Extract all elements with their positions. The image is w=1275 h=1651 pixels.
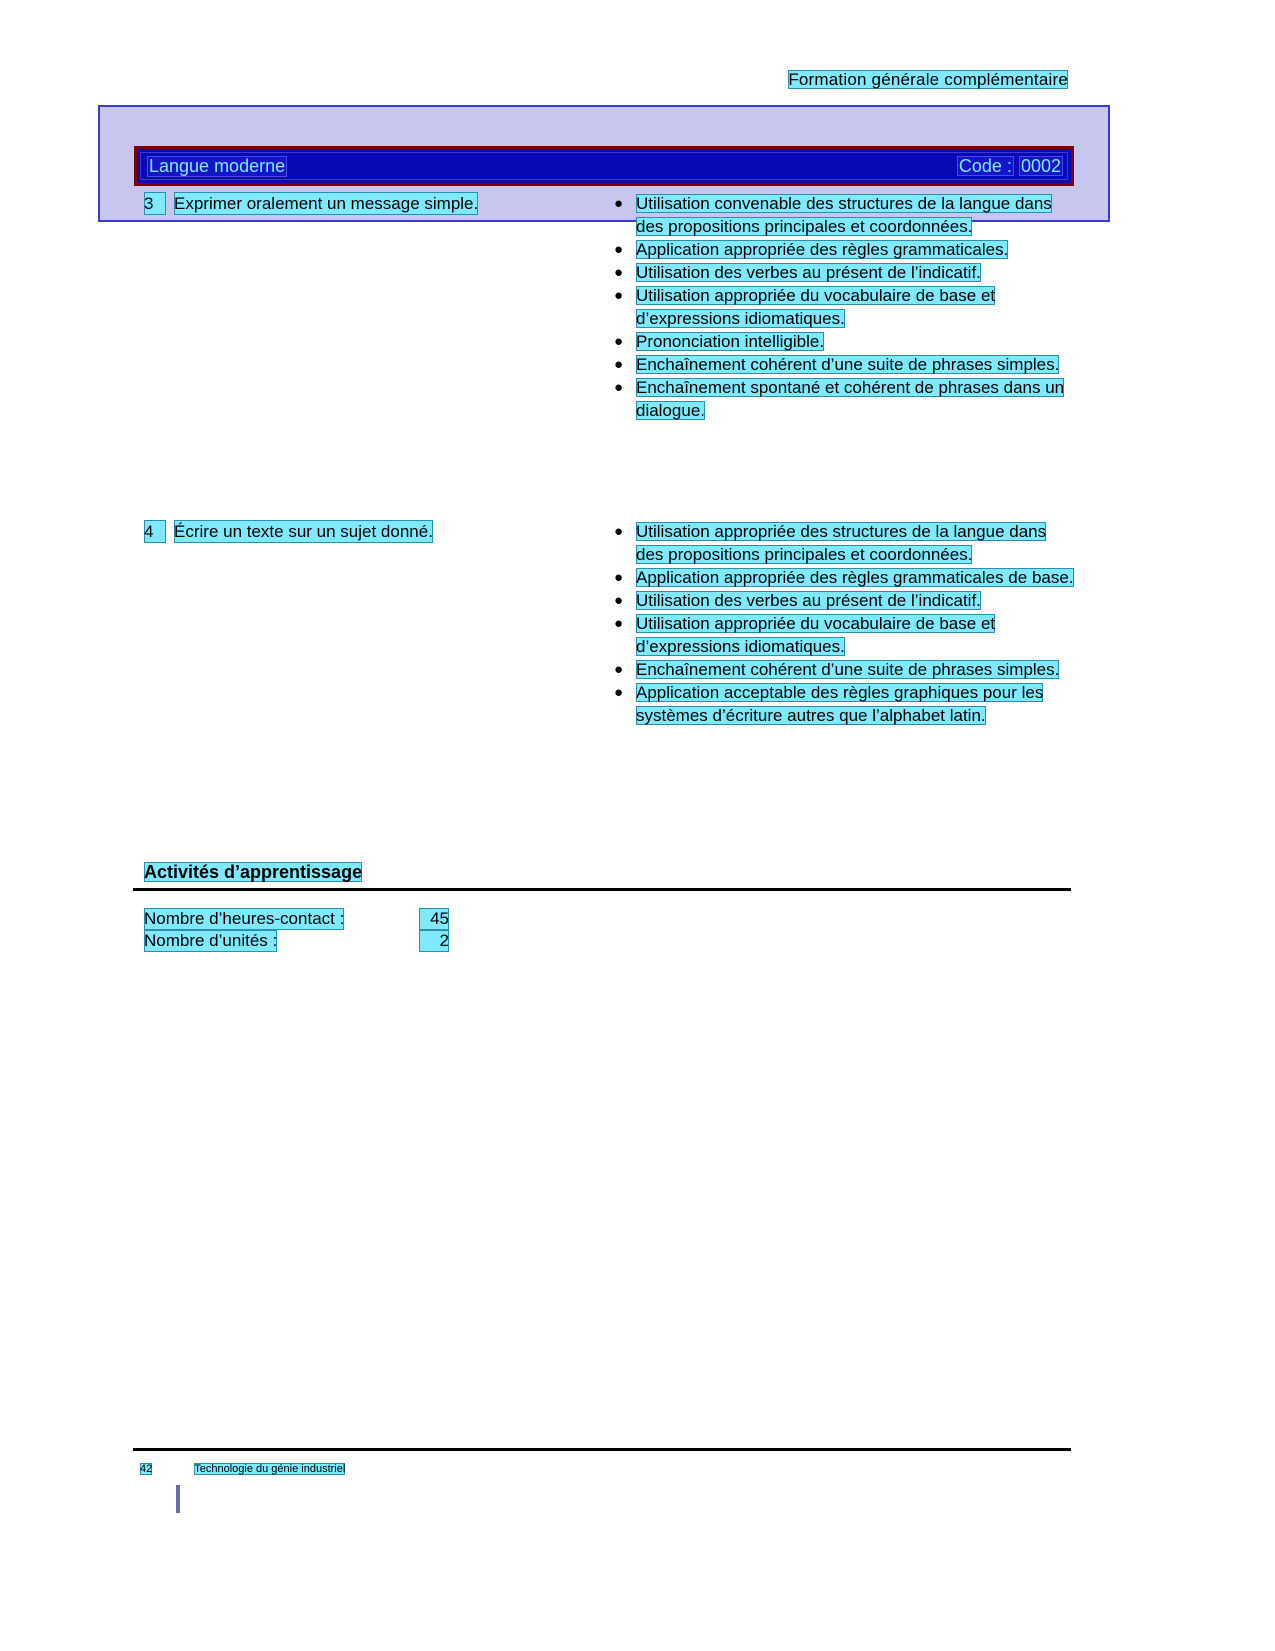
criterion-text: Application appropriée des règles grammaticales de base. <box>636 568 1074 587</box>
bullet-icon: ● <box>614 356 624 373</box>
competency-3-criteria <box>606 192 1076 422</box>
list-item <box>606 681 1076 727</box>
running-header <box>788 70 1068 90</box>
list-item <box>606 612 1076 658</box>
running-header-text: Formation générale complémentaire <box>788 70 1068 89</box>
bullet-icon: ● <box>614 569 624 586</box>
table-row <box>144 908 449 930</box>
criterion-text: Enchaînement spontané et cohérent de phrases dans un dialogue. <box>636 378 1065 420</box>
criterion-text: Application appropriée des règles grammaticales. <box>636 240 1009 259</box>
list-item <box>606 330 1076 353</box>
bullet-icon: ● <box>614 615 624 632</box>
table-row <box>144 930 449 952</box>
list-item <box>606 566 1076 589</box>
activities-values <box>144 908 449 952</box>
criterion-text: Enchaînement cohérent d’une suite de phrases simples. <box>636 660 1060 679</box>
competency-3-title: Exprimer oralement un message simple. <box>174 194 479 213</box>
criterion-text: Utilisation appropriée des structures de la langue dans des propositions principales et coordonnées. <box>636 522 1047 564</box>
competency-4-title: Écrire un texte sur un sujet donné. <box>174 522 433 541</box>
page-footer <box>140 1463 345 1475</box>
bullet-icon: ● <box>614 523 624 540</box>
competency-3-number: 3 <box>144 192 166 215</box>
list-item <box>606 284 1076 330</box>
bullet-icon: ● <box>614 241 624 258</box>
list-item <box>606 261 1076 284</box>
list-item <box>606 589 1076 612</box>
units-value: 2 <box>419 930 449 952</box>
course-title-bar <box>134 146 1074 186</box>
criterion-text: Utilisation des verbes au présent de l’indicatif. <box>636 263 981 282</box>
criterion-text: Application acceptable des règles graphiques pour les systèmes d’écriture autres que l’alphabet latin. <box>636 683 1044 725</box>
criterion-text: Utilisation convenable des structures de la langue dans des propositions principales et coordonnées. <box>636 194 1052 236</box>
activities-divider <box>133 888 1071 891</box>
contact-hours-value: 45 <box>419 908 449 930</box>
bullet-icon: ● <box>614 379 624 396</box>
text-caret <box>176 1485 180 1513</box>
criterion-text: Enchaînement cohérent d’une suite de phrases simples. <box>636 355 1060 374</box>
criterion-text: Utilisation des verbes au présent de l’indicatif. <box>636 591 981 610</box>
footer-divider <box>133 1448 1071 1451</box>
bullet-icon: ● <box>614 592 624 609</box>
course-code-label: Code : <box>958 156 1012 176</box>
bullet-icon: ● <box>614 264 624 281</box>
bullet-icon: ● <box>614 661 624 678</box>
course-code-value: 0002 <box>1020 156 1061 176</box>
course-code-group <box>957 156 1063 177</box>
criterion-text: Utilisation appropriée du vocabulaire de base et d’expressions idiomatiques. <box>636 614 996 656</box>
list-item <box>606 376 1076 422</box>
list-item <box>606 353 1076 376</box>
activities-heading: Activités d’apprentissage <box>144 862 363 882</box>
units-label: Nombre d’unités : <box>144 931 278 950</box>
footer-text: Technologie du génie industriel <box>194 1463 346 1475</box>
bullet-icon: ● <box>614 195 624 212</box>
list-item <box>606 520 1076 566</box>
page-number: 42 <box>140 1463 153 1475</box>
criterion-text: Prononciation intelligible. <box>636 332 825 351</box>
bullet-icon: ● <box>614 333 624 350</box>
list-item <box>606 192 1076 238</box>
list-item <box>606 238 1076 261</box>
criterion-text: Utilisation appropriée du vocabulaire de base et d’expressions idiomatiques. <box>636 286 996 328</box>
competency-4-criteria <box>606 520 1076 727</box>
bullet-icon: ● <box>614 684 624 701</box>
bullet-icon: ● <box>614 287 624 304</box>
course-title: Langue moderne <box>149 156 286 176</box>
activities-heading-wrap <box>144 862 362 883</box>
competency-4-number: 4 <box>144 520 166 543</box>
list-item <box>606 658 1076 681</box>
contact-hours-label: Nombre d’heures-contact : <box>144 909 345 928</box>
